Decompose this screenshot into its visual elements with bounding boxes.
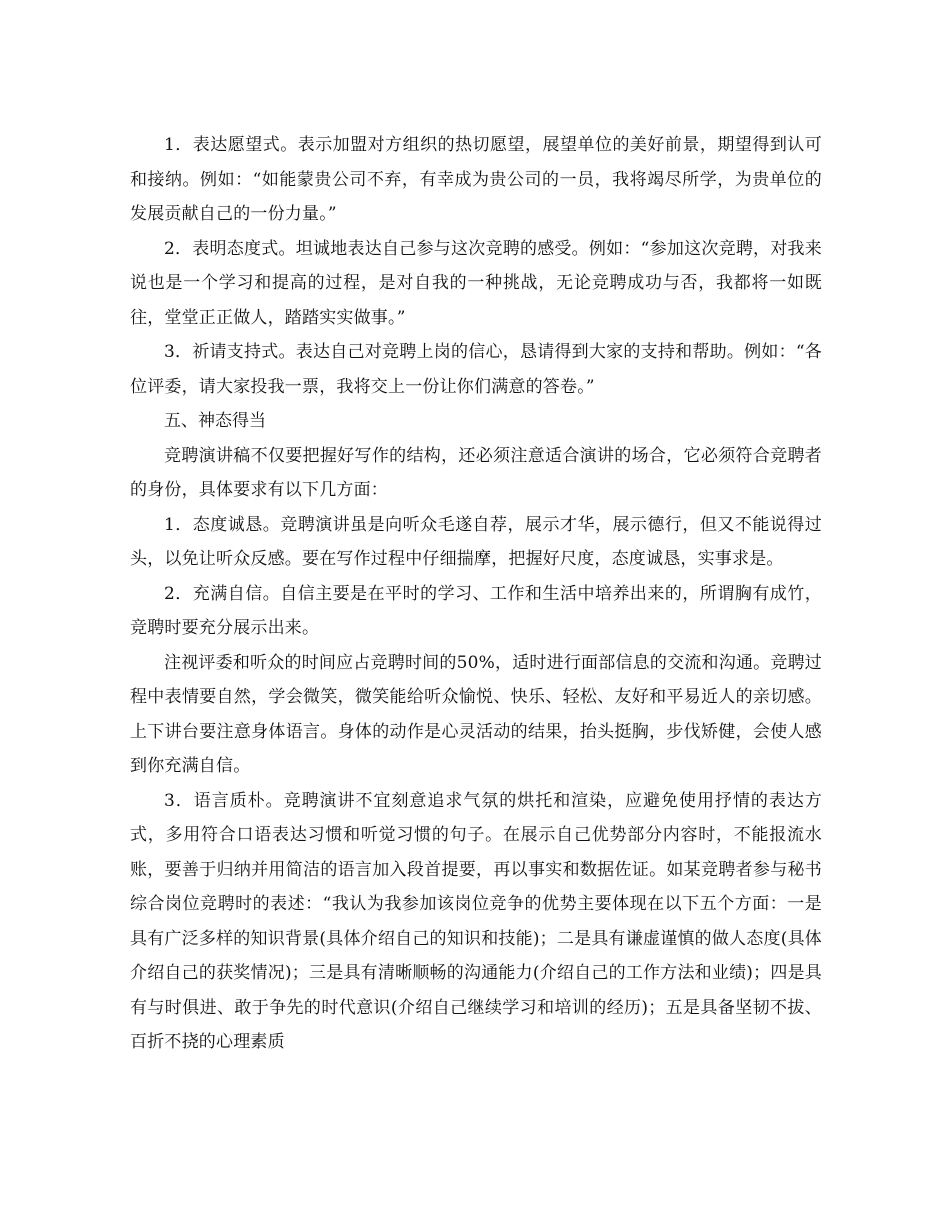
paragraph-stating-attitude: 2．表明态度式。坦诚地表达自己参与这次竞聘的感受。例如：“参加这次竞聘，对我来说也是一个学习和提高的过程，是对自我的一种挑战，无论竞聘成功与否，我都将一如既往，堂堂正正做人，踏踏实实做事。” [130,238,822,328]
paragraph-confidence: 2．充满自信。自信主要是在平时的学习、工作和生活中培养出来的，所谓胸有成竹，竞聘时要充分展示出来。 [130,583,822,638]
paragraph-plain-language: 3．语言质朴。竞聘演讲不宜刻意追求气氛的烘托和渲染，应避免使用抒情的表达方式，多用符合口语表达习惯和听觉习惯的句子。在展示自己优势部分内容时，不能报流水账，要善于归纳并用简洁的语言加入段首提要，再以事实和数据佐证。如某竞聘者参与秘书综合岗位竞聘时的表述：“我认为我参加该岗位竞争的优势主要体现在以下五个方面：一是具有广泛多样的知识背景(具体介绍自己的知识和技能)；二是具有谦虚谨慎的做人态度(具体介绍自己的获奖情况)；三是具有清晰顺畅的沟通能力(介绍自己的工作方法和业绩)；四是具有与时俱进、敢于争先的时代意识(介绍自己继续学习和培训的经历)；五是具备坚韧不拔、百折不挠的心理素质 [130,790,822,1052]
paragraph-sincere-attitude: 1．态度诚恳。竞聘演讲虽是向听众毛遂自荐，展示才华，展示德行，但又不能说得过头，以免让听众反感。要在写作过程中仔细揣摩，把握好尺度，态度诚恳，实事求是。 [130,514,822,569]
paragraph-intro-requirements: 竞聘演讲稿不仅要把握好写作的结构，还必须注意适合演讲的场合，它必须符合竞聘者的身份，具体要求有以下几方面： [130,445,822,500]
section-heading: 五、神态得当 [164,411,266,431]
paragraph-requesting-support: 3．祈请支持式。表达自己对竞聘上岗的信心，恳请得到大家的支持和帮助。例如：“各位评委，请大家投我一票，我将交上一份让你们满意的答卷。” [130,342,822,397]
document-body [130,128,822,1060]
paragraph-eye-contact: 注视评委和听众的时间应占竞聘时间的50%，适时进行面部信息的交流和沟通。竞聘过程中表情要自然，学会微笑，微笑能给听众愉悦、快乐、轻松、友好和平易近人的亲切感。上下讲台要注意身体语言。身体的动作是心灵活动的结果，抬头挺胸，步伐矫健，会使人感到你充满自信。 [130,652,822,776]
paragraph-expressing-wish: 1．表达愿望式。表示加盟对方组织的热切愿望，展望单位的美好前景，期望得到认可和接纳。例如：“如能蒙贵公司不弃，有幸成为贵公司的一员，我将竭尽所学，为贵单位的发展贡献自己的一份力量。” [130,135,822,224]
